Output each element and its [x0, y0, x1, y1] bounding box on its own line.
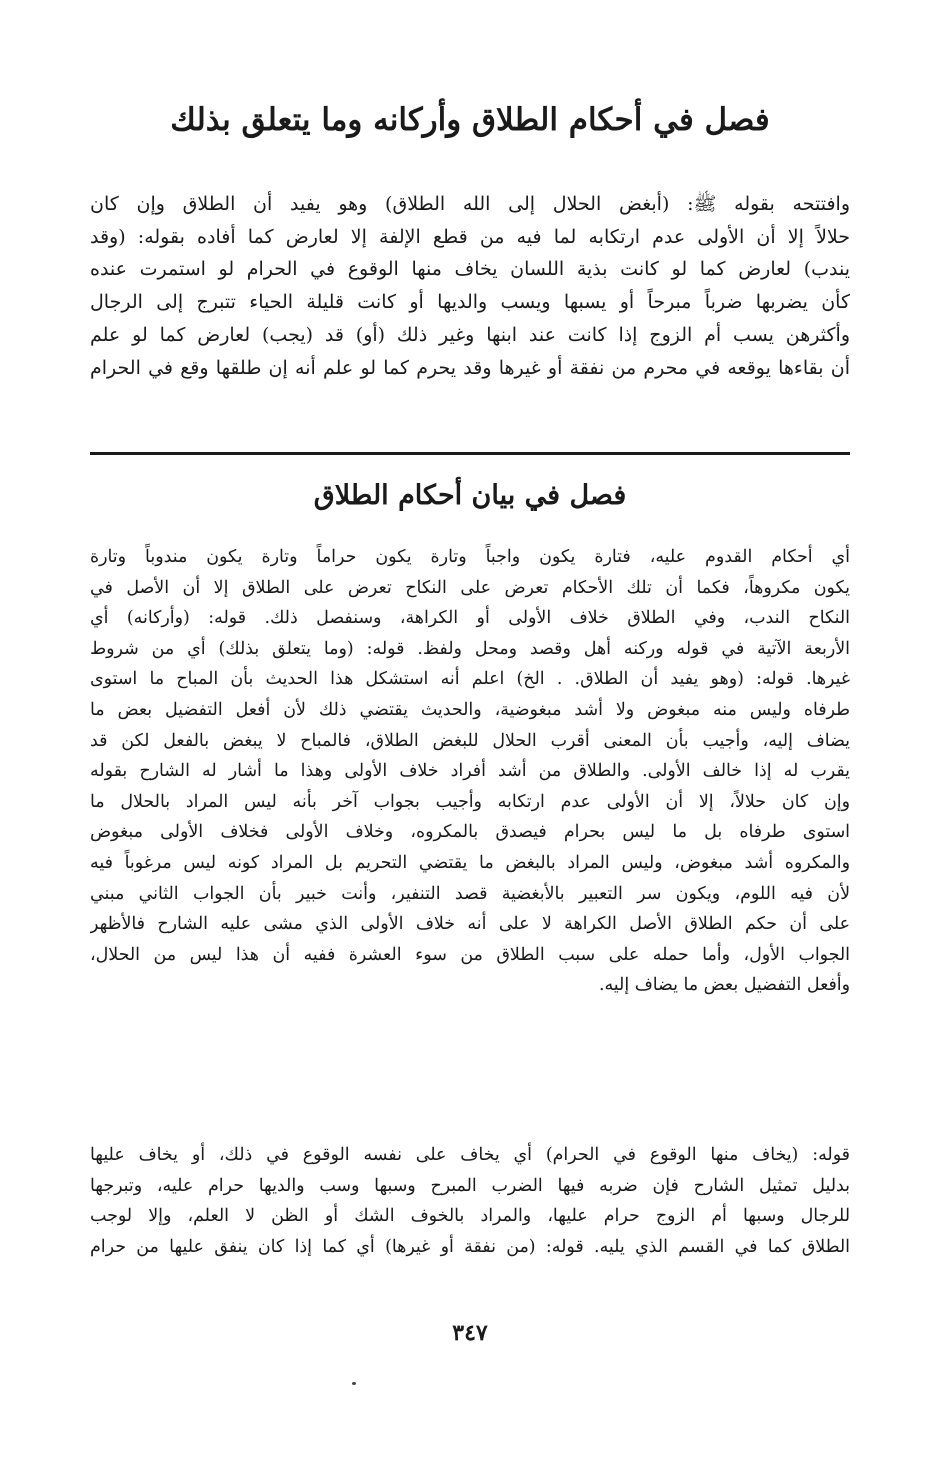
commentary-line: للرجال وسبها أم الزوج حرام عليها، والمراد بالخوف الشك أو الظن لا العلم، وإلا لوجب — [90, 1206, 850, 1227]
commentary-line: الأربعة الآتية في قوله وركنه أهل وقصد ومحل ولفظ. قوله: (وما يتعلق بذلك) أي من شروط — [90, 638, 850, 659]
document-page — [90, 0, 850, 1470]
commentary-paragraph-2 — [90, 1140, 850, 1262]
print-speck — [352, 1382, 356, 1385]
commentary-line: الجواب الأول، وأما حمله على سبب الطلاق من سوء العشرة ففيه أن هذا ليس من الحلال، — [90, 944, 850, 965]
matn-line: يندب) لعارض كما لو كانت بذية اللسان يخاف منها الوقوع في الحرام لو استمرت عنده — [90, 258, 850, 281]
commentary-line: بدليل تمثيل الشارح فإن ضربه فيها الضرب المبرح وسبها وسب والديها حرام عليه، وتبرجها — [90, 1175, 850, 1196]
commentary-line: لأن فيه اللوم، ويكون سر التعبير بالأبغضية قصد التنفير، وأنت خبير بأن الجواب الثاني مبني — [90, 883, 850, 904]
commentary-line: طرفاه وليس منه مبغوض ولا أشد مبغوضية، والحديث يقتضي ذلك لأن أفعل التفضيل بعض ما — [90, 699, 850, 720]
commentary-line: يقرب له إذا خالف الأولى. والطلاق من أشد أفراد خلاف الأولى وهذا ما أشار له الشارح بقوله — [90, 761, 850, 782]
commentary-line: أي أحكام القدوم عليه، فتارة يكون واجباً وتارة يكون حراماً وتارة يكون مندوباً وتارة — [90, 547, 850, 567]
matn-line: وأكثرهن يسب أم الزوج إذا كانت عند ابنها وغير ذلك (أو) قد (يجب) لعارض كما لو علم — [90, 323, 850, 346]
commentary-line: وأفعل التفضيل بعض ما يضاف إليه. — [598, 975, 850, 996]
matn-text — [90, 188, 850, 384]
commentary-line: يكون مكروهاً، فكما أن تلك الأحكام تعرض على النكاح تعرض على الطلاق إلا أن الأصل في — [90, 577, 850, 598]
matn-line: أن بقاءها يوقعه في محرم من نفقة أو غيرها وقد يحرم كما لو علم أنه إن طلقها وقع في الحرام — [90, 356, 850, 379]
commentary-title: فصل في بيان أحكام الطلاق — [313, 480, 627, 511]
commentary-paragraph-1 — [90, 542, 850, 1001]
commentary-line: غيرها. قوله: (وهو يفيد أن الطلاق. . الخ) اعلم أنه استشكل هذا الحديث بأن المباح ما استوى — [90, 669, 850, 690]
commentary-line: على أن حكم الطلاق الأصل الكراهة لا على أنه خلاف الأولى الذي مشى عليه الشارح فالأظهر — [90, 914, 850, 935]
matn-line: حلالاً إلا أن الأولى عدم ارتكابه لما فيه من قطع الإلفة إلا لعارض كما أفاده بقوله: (وقد — [90, 225, 850, 248]
matn-line: كأن يضربها ضرباً مبرحاً أو يسبها ويسب والديها أو كانت قليلة الحياء تتبرج إلى الرجال — [90, 291, 850, 314]
commentary-line: استوى طرفاه بل ما ليس بحرام فيصدق بالمكروه، وخلاف الأولى فخلاف الأولى مبغوض — [90, 822, 850, 843]
commentary-line: النكاح الندب، وفي الطلاق خلاف الأولى أو الكراهة، وسنفصل ذلك. قوله: (وأركانه) أي — [90, 608, 850, 629]
commentary-line: والمكروه أشد مبغوض، وليس المراد بالبغض ما يقتضي التحريم بل المراد كونه ليس مرغوباً فيه — [90, 852, 850, 873]
section-divider — [90, 452, 850, 455]
chapter-title: فصل في أحكام الطلاق وأركانه وما يتعلق بذلك — [170, 102, 770, 138]
commentary-line: الطلاق كما في القسم الذي يليه. قوله: (من نفقة أو غيرها) أي كما إذا كان ينفق عليها من حرام — [90, 1236, 850, 1257]
commentary-line: قوله: (يخاف منها الوقوع في الحرام) أي يخاف على نفسه الوقوع في ذلك، أو يخاف عليها — [90, 1145, 850, 1165]
matn-line: وافتتحه بقوله ﷺ: (أبغض الحلال إلى الله الطلاق) وهو يفيد أن الطلاق وإن كان — [90, 193, 850, 215]
commentary-line: يضاف إليه، وأجيب بأن المعنى أقرب الحلال للبغض الطلاق، فالمباح لا يبغض بالفعل لكن قد — [90, 730, 850, 751]
commentary-line: وإن كان حلالاً، إلا أن الأولى عدم ارتكابه وأجيب بجواب آخر بأنه ليس المراد بالحلال ما — [90, 791, 850, 812]
page-number: ٣٤٧ — [452, 1320, 488, 1346]
